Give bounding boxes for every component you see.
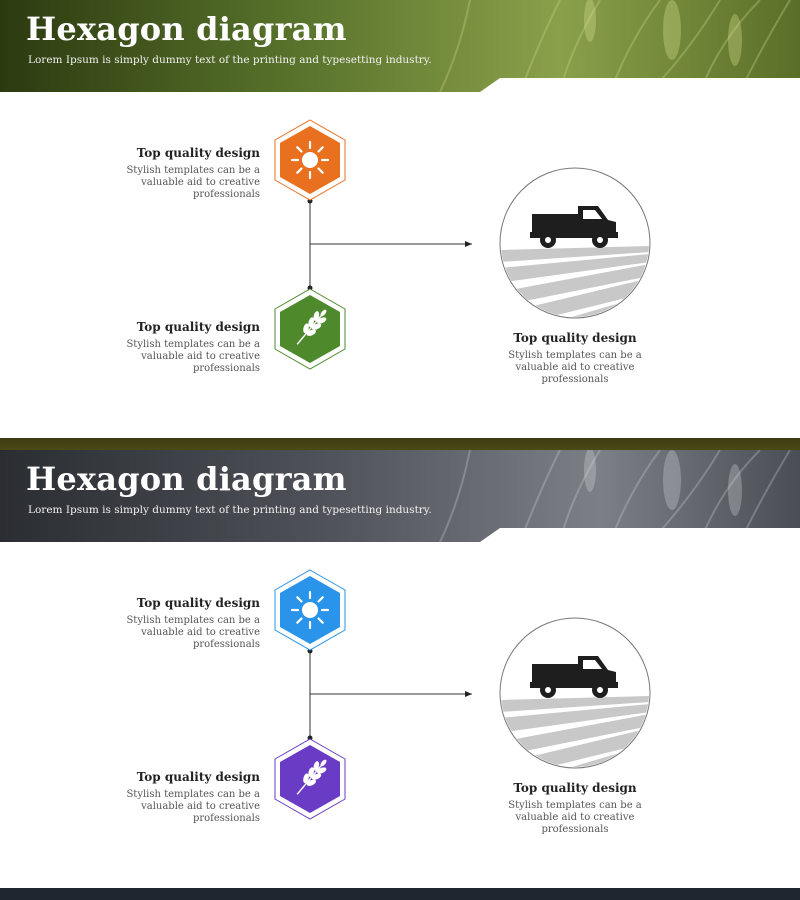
slide-subtitle: Lorem Ipsum is simply dummy text of the printing and typesetting industry.	[28, 54, 432, 66]
sun-icon	[292, 592, 328, 628]
slide-divider	[0, 438, 800, 450]
item-desc: Stylish templates can be a valuable aid to creative professionals	[126, 615, 260, 650]
item-title: Top quality design	[136, 770, 260, 784]
item-desc: Stylish templates can be a valuable aid to creative professionals	[508, 800, 642, 835]
hexagon-item-1	[275, 120, 345, 200]
item-2-text	[60, 320, 260, 375]
item-title: Top quality design	[136, 146, 260, 160]
hexagon-item-1	[275, 570, 345, 650]
result-circle	[500, 168, 650, 330]
item-1-text	[60, 146, 260, 201]
item-title: Top quality design	[513, 781, 637, 795]
result-text	[475, 781, 675, 836]
result-circle	[500, 618, 650, 778]
item-title: Top quality design	[136, 596, 260, 610]
slide-2	[0, 450, 800, 890]
item-2-text	[60, 770, 260, 825]
hexagon-item-2	[275, 739, 345, 819]
slide-subtitle: Lorem Ipsum is simply dummy text of the printing and typesetting industry.	[28, 504, 432, 516]
result-text	[475, 331, 675, 386]
item-desc: Stylish templates can be a valuable aid to creative professionals	[508, 350, 642, 385]
slide-title: Hexagon diagram	[26, 460, 347, 498]
item-desc: Stylish templates can be a valuable aid to creative professionals	[126, 789, 260, 824]
slide-1	[0, 0, 800, 440]
hexagon-item-2	[275, 289, 345, 369]
slide-title: Hexagon diagram	[26, 10, 347, 48]
item-desc: Stylish templates can be a valuable aid to creative professionals	[126, 339, 260, 374]
item-desc: Stylish templates can be a valuable aid to creative professionals	[126, 165, 260, 200]
item-title: Top quality design	[136, 320, 260, 334]
item-title: Top quality design	[513, 331, 637, 345]
item-1-text	[60, 596, 260, 651]
slide-divider	[0, 888, 800, 900]
sun-icon	[292, 142, 328, 178]
